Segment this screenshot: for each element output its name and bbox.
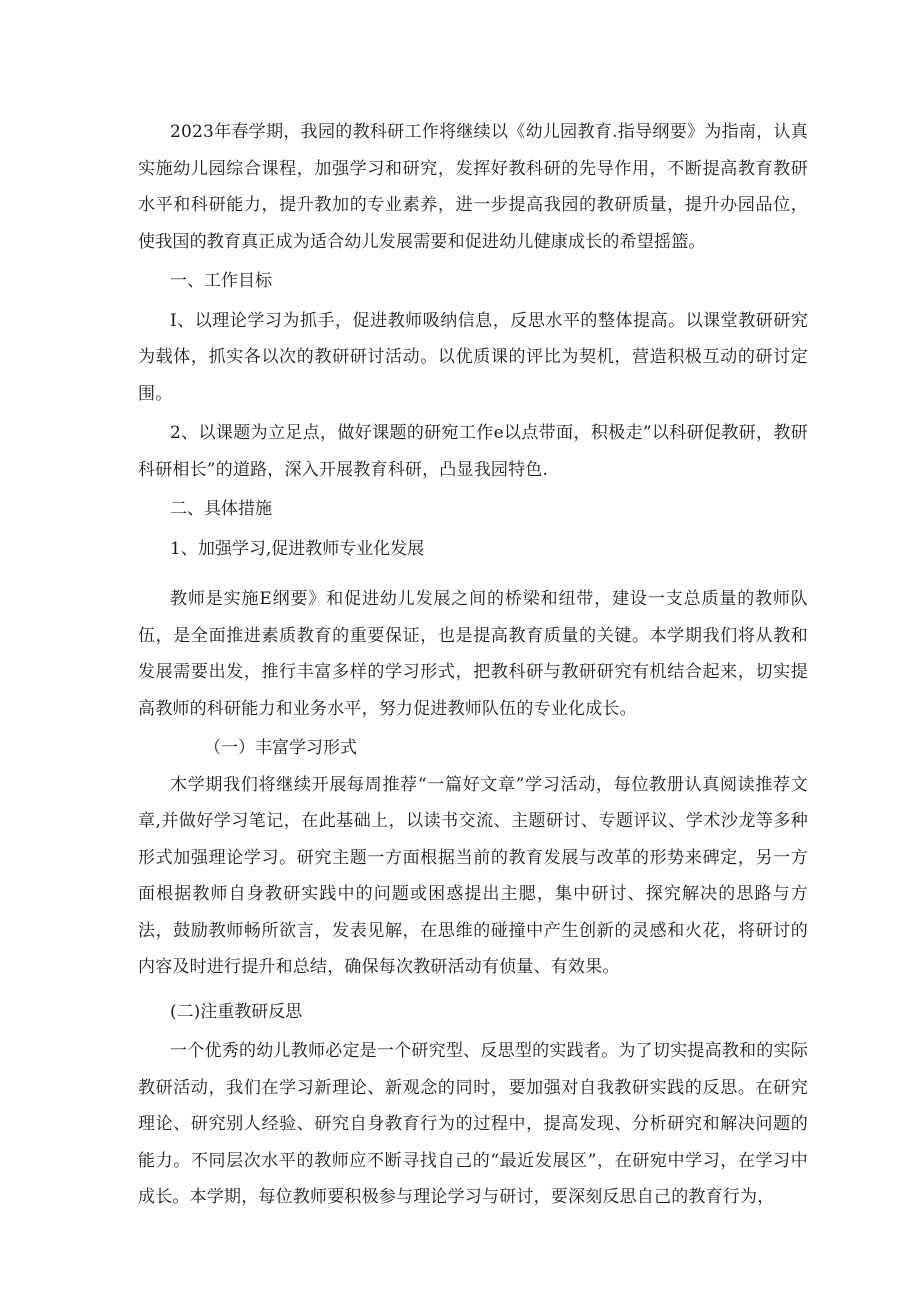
section-heading-measures: 二、具体措施 [170,499,272,519]
sub-heading-reflection: (二)注重教研反思 [170,1001,303,1022]
measure-paragraph-1: 教师是实施E纲要》和促进幼儿发展之间的桥梁和纽带，建设一支总质量的教师队伍，是全面推进素质教育的重要保证，也是提高教育质量的关键。本学期我们将从教和发展需要出发，推行丰富多样的学习形式，把教科研与教研研究有机结合起来，切实提高教师的科研能力和业务水平，努力促进教师队伍的专业化成长。 [138,589,808,719]
sub-heading-learning-forms: （一）丰富学习形式 [204,738,357,758]
intro-paragraph: 2023年春学期，我园的教科研工作将继续以《幼儿园教育.指导纲要》为指南，认真实施幼儿园综合课程，加强学习和研究，发挥好教科研的先导作用，不断提高教育教研水平和科研能力，提升教加的专业素养，进一步提高我园的教研质量，提升办园品位，使我国的教育真正成为适合幼儿发展需要和促进幼儿健康成长的希望摇篮。 [138,122,808,252]
measure-heading-1: 1、加强学习,促进教师专业化发展 [170,538,425,559]
sub-paragraph-learning-forms: 木学期我们将继续开展每周推荐“一篇好文章”学习活动，每位教册认真阅读推荐文章,并做好学习笔记，在此基础上，以读书交流、主题研讨、专题评议、学术沙龙等多种形式加强理论学习。研究主题一方面根据当前的教育发展与改革的形势来碑定，另一方面根据教师自身教研实践中的问题或困惑提出主腮，集中研讨、探究解决的思路与方法，鼓励教师畅所欲言，发表见解，在思维的碰撞中产生创新的灵感和火花，将研讨的内容及时进行提升和总结，确保每次教研活动有侦量、有效果。 [138,774,808,977]
goal-paragraph-2: 2、以课题为立足点，做好课题的研宛工作e以点带面，积极走”以科研促教研，教研科研相长”的道路，深入开展教育科研，凸显我园特色. [138,423,808,480]
sub-paragraph-reflection: 一个优秀的幼儿教师必定是一个研究型、反思型的实践者。为了切实提高教和的实际教研活动，我们在学习新理论、新观念的同时，要加强对自我教研实践的反思。在研究理论、研究别人经验、研究自身教育行为的过程中，提高发现、分析研究和解决问题的能力。不同层次水平的教师应不断寻找自己的“最近发展区”，在研宛中学习，在学习中成长。本学期，每位教师要积极参与理论学习与研讨，要深刻反思自己的教育行为， [138,1041,808,1207]
goal-paragraph-1: I、以理论学习为抓手，促进教师吸纳信息，反思水平的整体提高。以课堂教研研究为载体，抓实各以次的教研研讨活动。以优质课的评比为契机，营造积极互动的研讨定围。 [138,310,808,404]
section-heading-goals: 一、工作目标 [170,271,272,291]
